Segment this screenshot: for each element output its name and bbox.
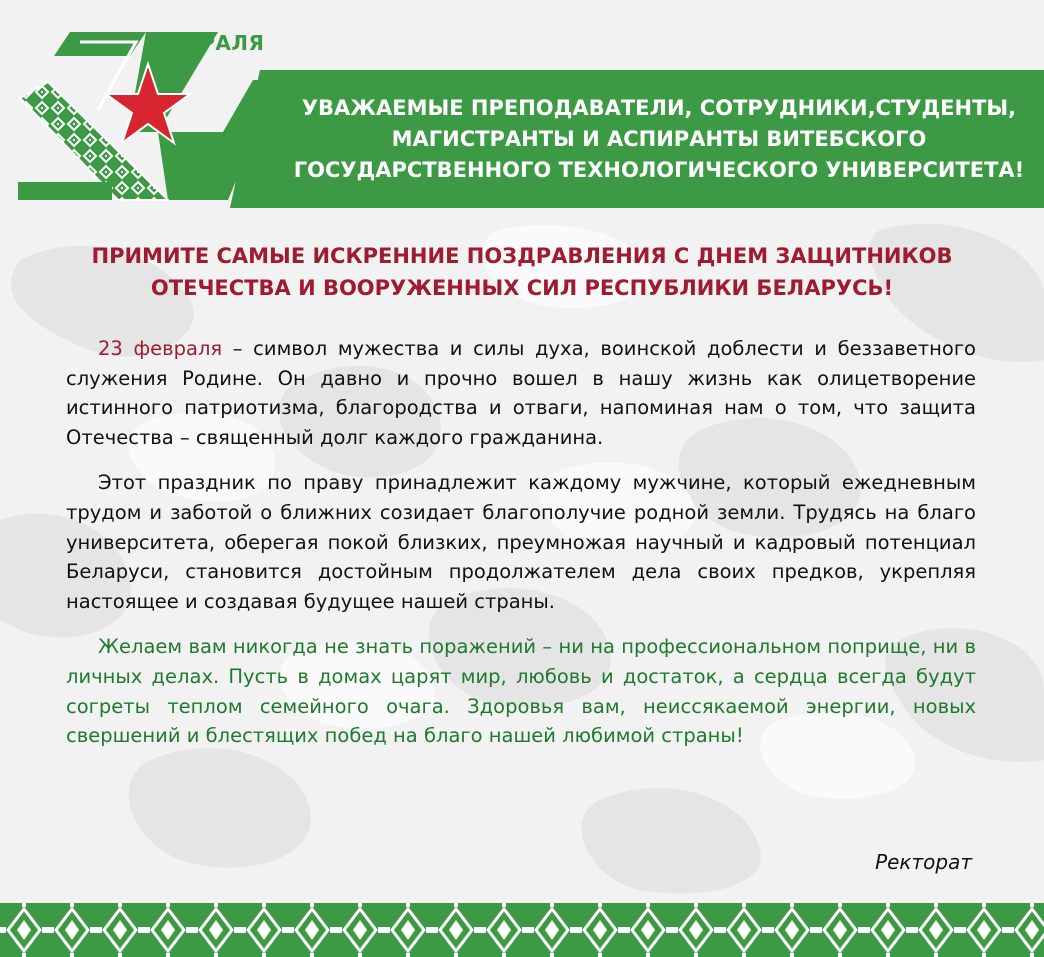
signature: Ректорат	[875, 850, 972, 874]
header-title	[286, 93, 1032, 186]
paragraph-2: Этот праздник по праву принадлежит каждому мужчине, который ежедневным трудом и заботой о ближних созидает благополучие родной земли. Трудясь на благо университета, оберегая покой близких, преумножая научный и кадровый потенциал Беларуси, становится достойным продолжателем дела своих предков, укрепляя настоящее и создавая будущее нашей страны.	[66, 471, 976, 613]
paragraph-1-text: – символ мужества и силы духа, воинской доблести и беззаветного служения Родине. Он давно и прочно вошел в нашу жизнь как олицетворение истинного патриотизма, благородства и отваги, напоминая нам о том, что защита Отечества – священный долг каждого гражданина.	[66, 337, 976, 449]
letter-body	[66, 334, 976, 767]
paragraph-1	[66, 334, 976, 452]
header-line-2: МАГИСТРАНТЫ И АСПИРАНТЫ ВИТЕБСКОГО	[391, 127, 927, 151]
greeting-heading	[60, 240, 984, 304]
date-highlight: 23 февраля	[98, 337, 223, 360]
logo-caption: ФЕВРАЛЯ	[150, 31, 265, 55]
belarusian-ornament-band-icon	[0, 903, 1044, 957]
paragraph-3-wishes: Желаем вам никогда не знать поражений – ни на профессиональном поприще, ни в личных делах. Пусть в домах царят мир, любовь и достаток, а сердца всегда будут согреты теплом семейного очага. Здоровья вам, неиссякаемой энергии, новых свершений и блестящих побед на благо нашей любимой страны!	[66, 635, 976, 748]
header-line-1: УВАЖАЕМЫЕ ПРЕПОДАВАТЕЛИ, СОТРУДНИКИ,СТУДЕНТЫ,	[301, 96, 1017, 120]
greeting-line-1: ПРИМИТЕ САМЫЕ ИСКРЕННИЕ ПОЗДРАВЛЕНИЯ С ДНЕМ ЗАЩИТНИКОВ	[91, 244, 953, 268]
header-line-3: ГОСУДАРСТВЕННОГО ТЕХНОЛОГИЧЕСКОГО УНИВЕРСИТЕТА!	[293, 158, 1025, 182]
greeting-line-2: ОТЕЧЕСТВА И ВООРУЖЕННЫХ СИЛ РЕСПУБЛИКИ БЕЛАРУСЬ!	[150, 276, 894, 300]
